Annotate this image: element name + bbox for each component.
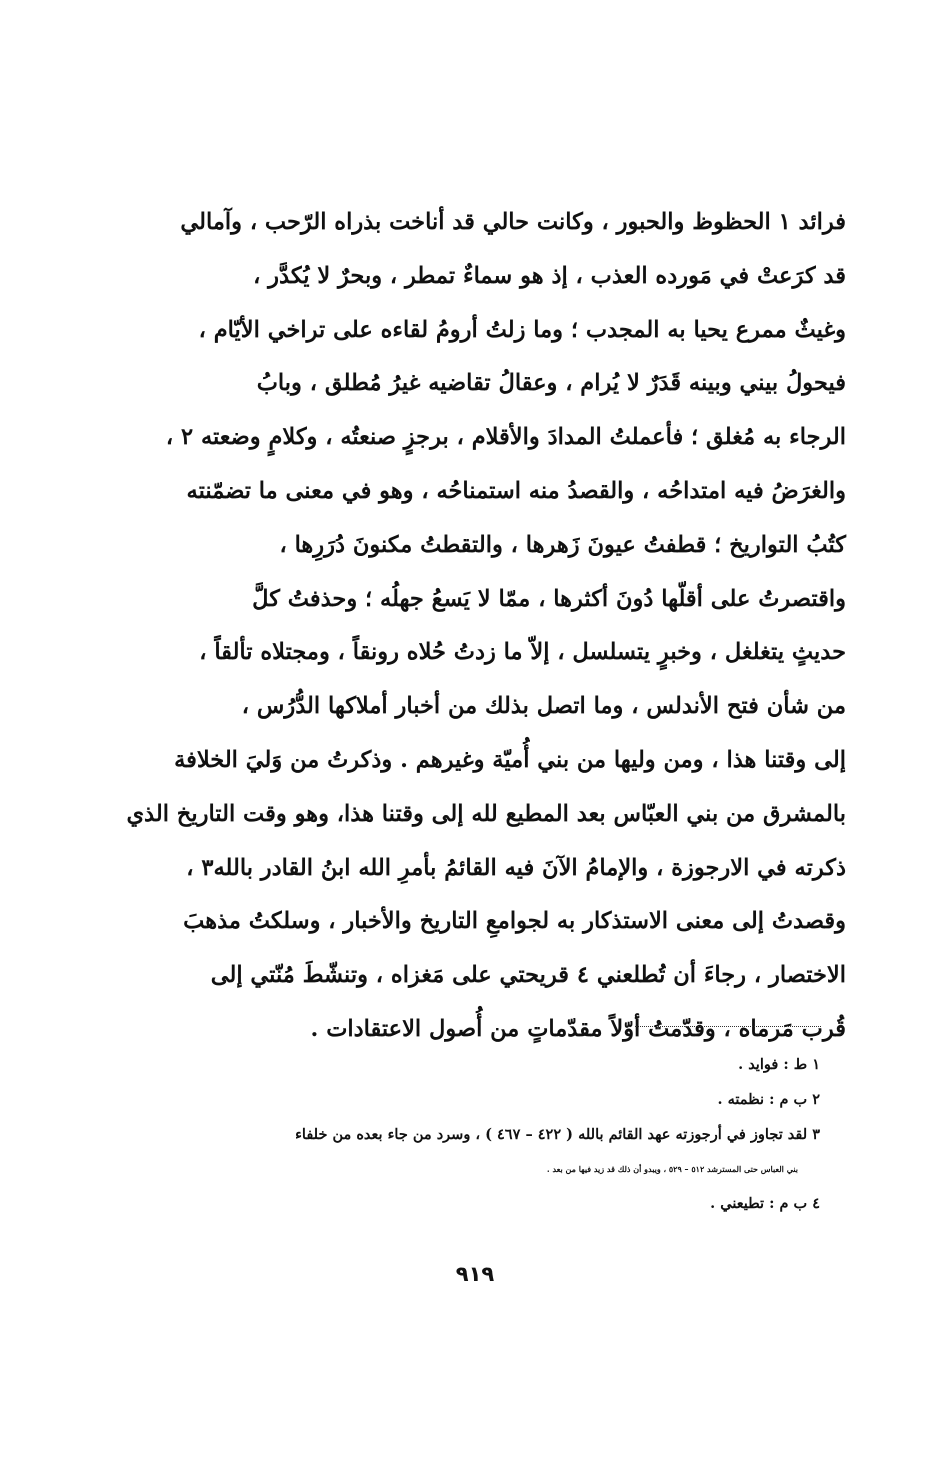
footnote: ٣ لقد تجاوز في أرجوزته عهد القائم بالله ( ٤٢٢ – ٤٦٧ ) ، وسرد من جاء بعده من خلفاء — [295, 1125, 820, 1143]
text-line: إلى وقتنا هذا ، ومن وليها من بني أُميّة وغيرهم . وذكرتُ من وَليَ الخلافة — [174, 746, 846, 773]
footnote: ١ ط : فوايد . — [738, 1056, 820, 1073]
footnote: ٢ ب م : نظمته . — [717, 1090, 820, 1108]
text-line: قد كرَعتْ في مَورده العذب ، إذ هو سماءٌ تمطر ، وبحرٌ لا يُكدَّر ، — [253, 262, 846, 289]
text-line: بالمشرق من بني العبّاس بعد المطيع لله إلى وقتنا هذا، وهو وقت التاريخ الذي — [126, 800, 846, 827]
footnote-continuation: بني العباس حتى المسترشد ٥١٢ – ٥٢٩ ، ويبدو أن ذلك قد زيد فيها من بعد . — [546, 1164, 798, 1175]
text-line: وغيثٌ ممرع يحيا به المجدب ؛ وما زلتُ أرومُ لقاءه على تراخي الأيّام ، — [198, 316, 846, 343]
footnote-divider — [635, 1026, 821, 1027]
text-line: والغرَضُ فيه امتداحُه ، والقصدُ منه استمناحُه ، وهو في معنى ما تضمّنته — [186, 477, 846, 504]
text-line: الاختصار ، رجاءَ أن تُطلعني ٤ قريحتي على مَغزاه ، وتنشّطَ مُنّتي إلى — [210, 962, 846, 989]
footnote: ٤ ب م : تطيعني . — [710, 1195, 820, 1213]
text-line: فرائد ١ الحظوظ والحبور ، وكانت حالي قد أناخت بذراه الرّحب ، وآمالي — [180, 209, 846, 235]
main-text-block — [116, 196, 846, 1057]
text-line: الرجاء به مُغلق ؛ فأعملتُ المدادَ والأقلام ، برجزٍ صنعتُه ، وكلامٍ وضعته ٢ ، — [165, 424, 846, 451]
text-line: من شأن فتح الأندلس ، وما اتصل بذلك من أخبار أملاكها الدُّرُس ، — [241, 693, 846, 720]
text-line: فيحولُ بيني وبينه قَدَرٌ لا يُرام ، وعقالُ تقاضيه غيرُ مُطلق ، وبابُ — [256, 370, 846, 397]
text-line: كتُبُ التواريخ ؛ قطفتُ عيونَ زَهرها ، والتقطتُ مكنونَ دُرَرِها ، — [279, 531, 846, 558]
footnotes-block — [160, 1048, 820, 1222]
text-line: حديثٍ يتغلغل ، وخبرٍ يتسلسل ، إلاّ ما زدتُ حُلاه رونقاً ، ومجتلاه تألقاً ، — [199, 639, 846, 666]
text-line: وقصدتُ إلى معنى الاستذكار به لجوامعِ التاريخ والأخبار ، وسلكتُ مذهبَ — [183, 908, 846, 935]
text-line: واقتصرتُ على أقلّها دُونَ أكثرها ، ممّا لا يَسعُ جهلُه ؛ وحذفتُ كلَّ — [252, 585, 846, 612]
text-line: قُرب مَرماه ، وقدّمتُ أوّلاً مقدّماتٍ من أُصول الاعتقادات . — [310, 1015, 846, 1042]
page-number: ٩١٩ — [455, 1262, 495, 1286]
text-line: ذكرته في الارجوزة ، والإمامُ الآنَ فيه القائمُ بأمرِ الله ابنُ القادر بالله٣ ، — [186, 854, 846, 881]
